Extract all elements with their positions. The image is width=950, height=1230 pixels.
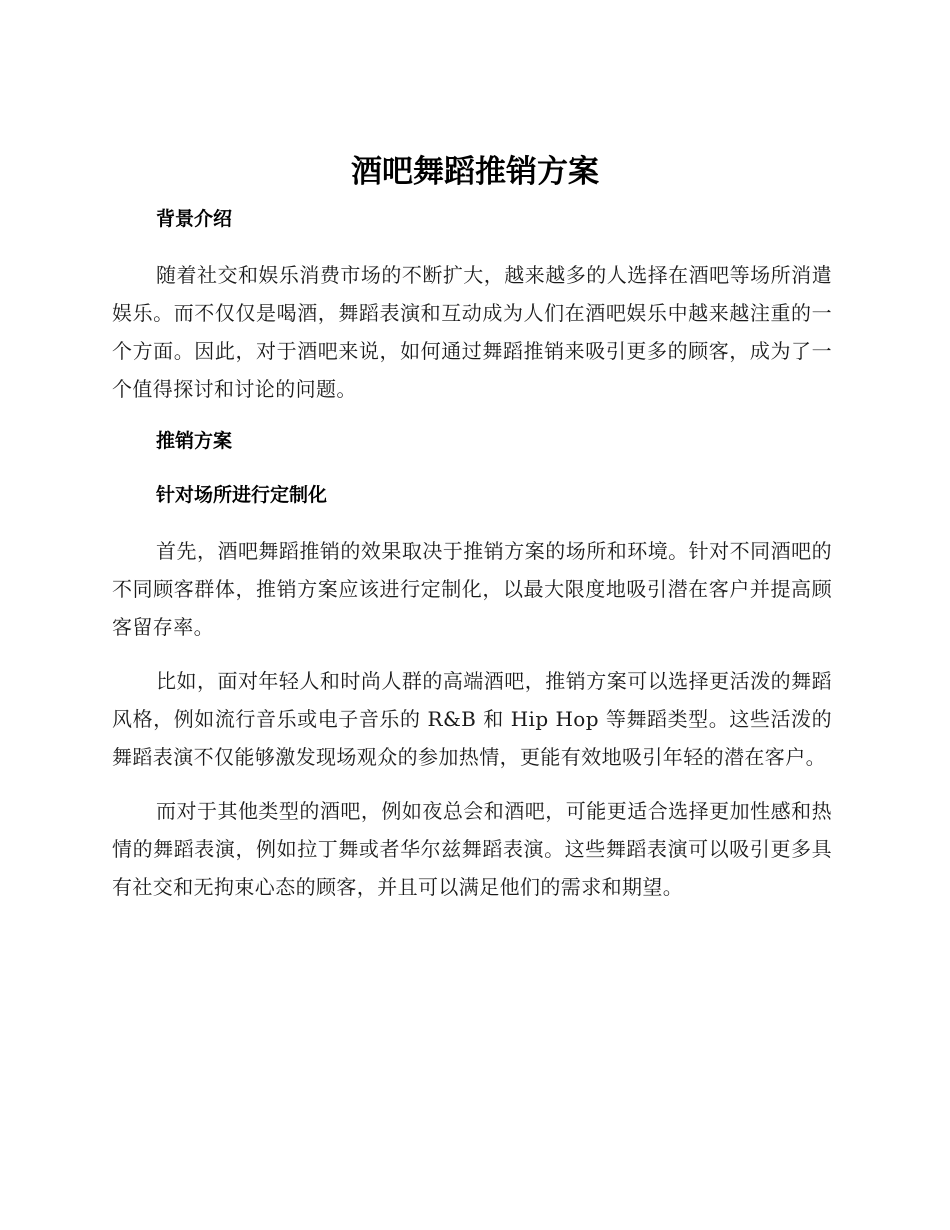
document-body (112, 202, 832, 922)
section-heading-background: 背景介绍 (156, 208, 233, 230)
document-title: 酒吧舞蹈推销方案 (351, 154, 599, 190)
paragraph-background: 随着社交和娱乐消费市场的不断扩大，越来越多的人选择在酒吧等场所消遣娱乐。而不仅仅是喝酒，舞蹈表演和互动成为人们在酒吧娱乐中越来越注重的一个方面。因此，对于酒吧来说，如何通过舞蹈推销来吸引更多的顾客，成为了一个值得探讨和讨论的问题。 (112, 263, 832, 401)
section-heading-customization: 针对场所进行定制化 (156, 484, 328, 506)
section-heading-promotion-plan: 推销方案 (156, 430, 233, 452)
paragraph-example-other-bars: 而对于其他类型的酒吧，例如夜总会和酒吧，可能更适合选择更加性感和热情的舞蹈表演，例如拉丁舞或者华尔兹舞蹈表演。这些舞蹈表演可以吸引更多具有社交和无拘束心态的顾客，并且可以满足他们的需求和期望。 (112, 799, 832, 899)
paragraph-customization: 首先，酒吧舞蹈推销的效果取决于推销方案的场所和环境。针对不同酒吧的不同顾客群体，推销方案应该进行定制化，以最大限度地吸引潜在客户并提高顾客留存率。 (112, 539, 832, 639)
paragraph-example-upscale-bar: 比如，面对年轻人和时尚人群的高端酒吧，推销方案可以选择更活泼的舞蹈风格，例如流行音乐或电子音乐的 R&B 和 Hip Hop 等舞蹈类型。这些活泼的舞蹈表演不仅能够激发现场观众的参加热情，更能有效地吸引年轻的潜在客户。 (112, 669, 832, 769)
